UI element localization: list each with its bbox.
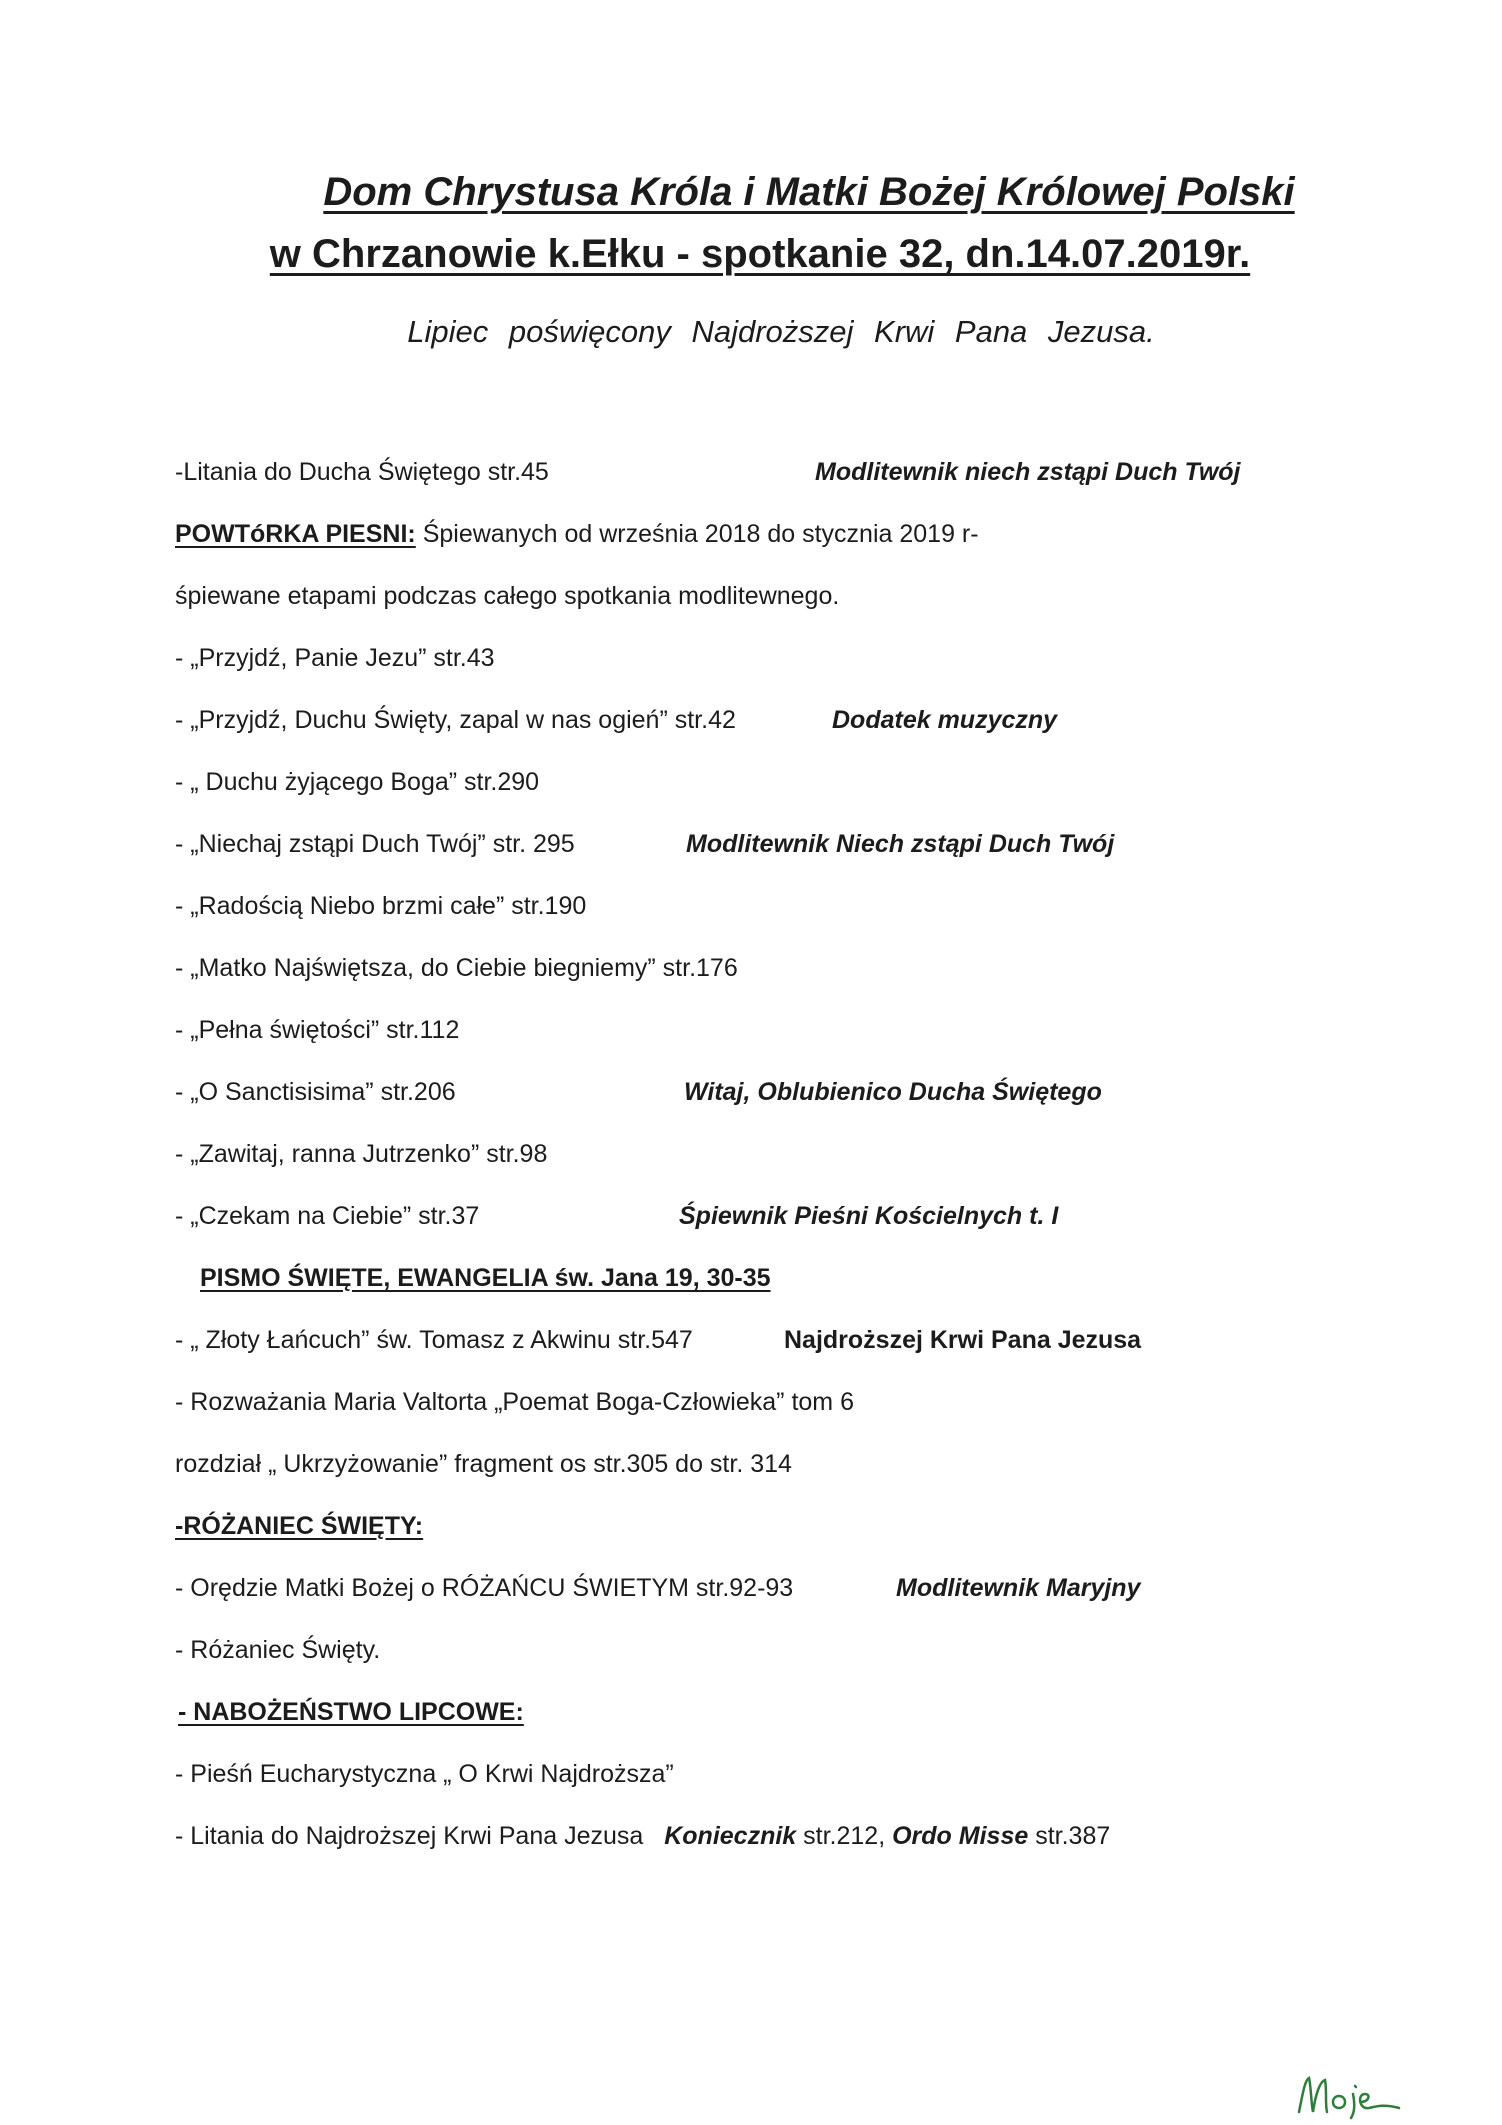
- subtitle: Lipiec poświęcony Najdroższej Krwi Pana Jezusa.: [407, 314, 1155, 349]
- song-10: - „Czekam na Ciebie” str.37: [175, 1202, 480, 1230]
- spiewane-line: śpiewane etapami podczas całego spotkania modlitewnego.: [175, 582, 840, 610]
- litania-krwi-line: [175, 1822, 1110, 1851]
- song-3: - „ Duchu żyjącego Boga” str.290: [175, 768, 540, 796]
- song-6: - „Matko Najświętsza, do Ciebie biegniemy” str.176: [175, 954, 738, 982]
- song-9: - „Zawitaj, ranna Jutrzenko” str.98: [175, 1140, 548, 1168]
- zloty-lancuch-source: Najdroższej Krwi Pana Jezusa: [784, 1326, 1142, 1354]
- powtorka-text: Śpiewanych od września 2018 do stycznia 2019 r-: [415, 520, 979, 548]
- litania-krwi-ordo: Ordo Misse: [892, 1822, 1029, 1850]
- song-1: - „Przyjdź, Panie Jezu” str.43: [175, 644, 495, 672]
- piesn-line: - Pieśń Eucharystyczna „ O Krwi Najdroższa”: [175, 1760, 674, 1788]
- song-5: - „Radością Niebo brzmi całe” str.190: [175, 892, 587, 920]
- title-line-1: Dom Chrystusa Króla i Matki Bożej Królowej Polski: [323, 170, 1295, 214]
- oredzie-source: Modlitewnik Maryjny: [896, 1574, 1141, 1602]
- rozaniec-line: - Różaniec Święty.: [175, 1636, 381, 1664]
- song-4-source: Modlitewnik Niech zstąpi Duch Twój: [686, 830, 1115, 858]
- zloty-lancuch-line: [175, 1326, 693, 1355]
- handwritten-signature: [1295, 2072, 1405, 2120]
- rozwazania-line: - Rozważania Maria Valtorta „Poemat Boga-Człowieka” tom 6: [175, 1388, 854, 1416]
- zloty-lancuch-text: - „ Złoty Łańcuch” św. Tomasz z Akwinu str.547: [175, 1326, 693, 1354]
- song-8: - „O Sanctisisima” str.206: [175, 1078, 456, 1106]
- song-8-source: Witaj, Oblubienico Ducha Świętego: [684, 1078, 1102, 1106]
- song-2: - „Przyjdź, Duchu Święty, zapal w nas ogień” str.42: [175, 706, 736, 734]
- powtorka-heading: POWTóRKA PIESNI:: [175, 520, 416, 548]
- title-line-2: w Chrzanowie k.Ełku - spotkanie 32, dn.14.07.2019r.: [269, 232, 1251, 276]
- song-7: - „Pełna świętości” str.112: [175, 1016, 460, 1044]
- rozdzial-line: rozdział „ Ukrzyżowanie” fragment os str.305 do str. 314: [175, 1450, 792, 1478]
- litania-krwi-str2: str.387: [1028, 1822, 1111, 1850]
- litania-krwi-koniecznik: Koniecznik: [664, 1822, 797, 1850]
- litania-ducha-source: Modlitewnik niech zstąpi Duch Twój: [815, 458, 1241, 486]
- pismo-heading: PISMO ŚWIĘTE, EWANGELIA św. Jana 19, 30-35: [200, 1264, 771, 1292]
- song-10-source: Śpiewnik Pieśni Kościelnych t. I: [679, 1202, 1059, 1230]
- litania-krwi-text: - Litania do Najdroższej Krwi Pana Jezusa: [175, 1822, 651, 1850]
- litania-krwi-str1: str.212,: [796, 1822, 893, 1850]
- oredzie-line: - Orędzie Matki Bożej o RÓŻAŃCU ŚWIETYM str.92-93: [175, 1574, 794, 1602]
- song-2-source: Dodatek muzyczny: [832, 706, 1058, 734]
- song-4: - „Niechaj zstąpi Duch Twój” str. 295: [175, 830, 575, 858]
- powtorka-line: [175, 520, 979, 549]
- litania-ducha-line: -Litania do Ducha Świętego str.45: [175, 458, 549, 486]
- rozaniec-heading: -RÓŻANIEC ŚWIĘTY:: [175, 1512, 424, 1540]
- nabozenstwo-heading: - NABOŻEŃSTWO LIPCOWE:: [178, 1698, 524, 1726]
